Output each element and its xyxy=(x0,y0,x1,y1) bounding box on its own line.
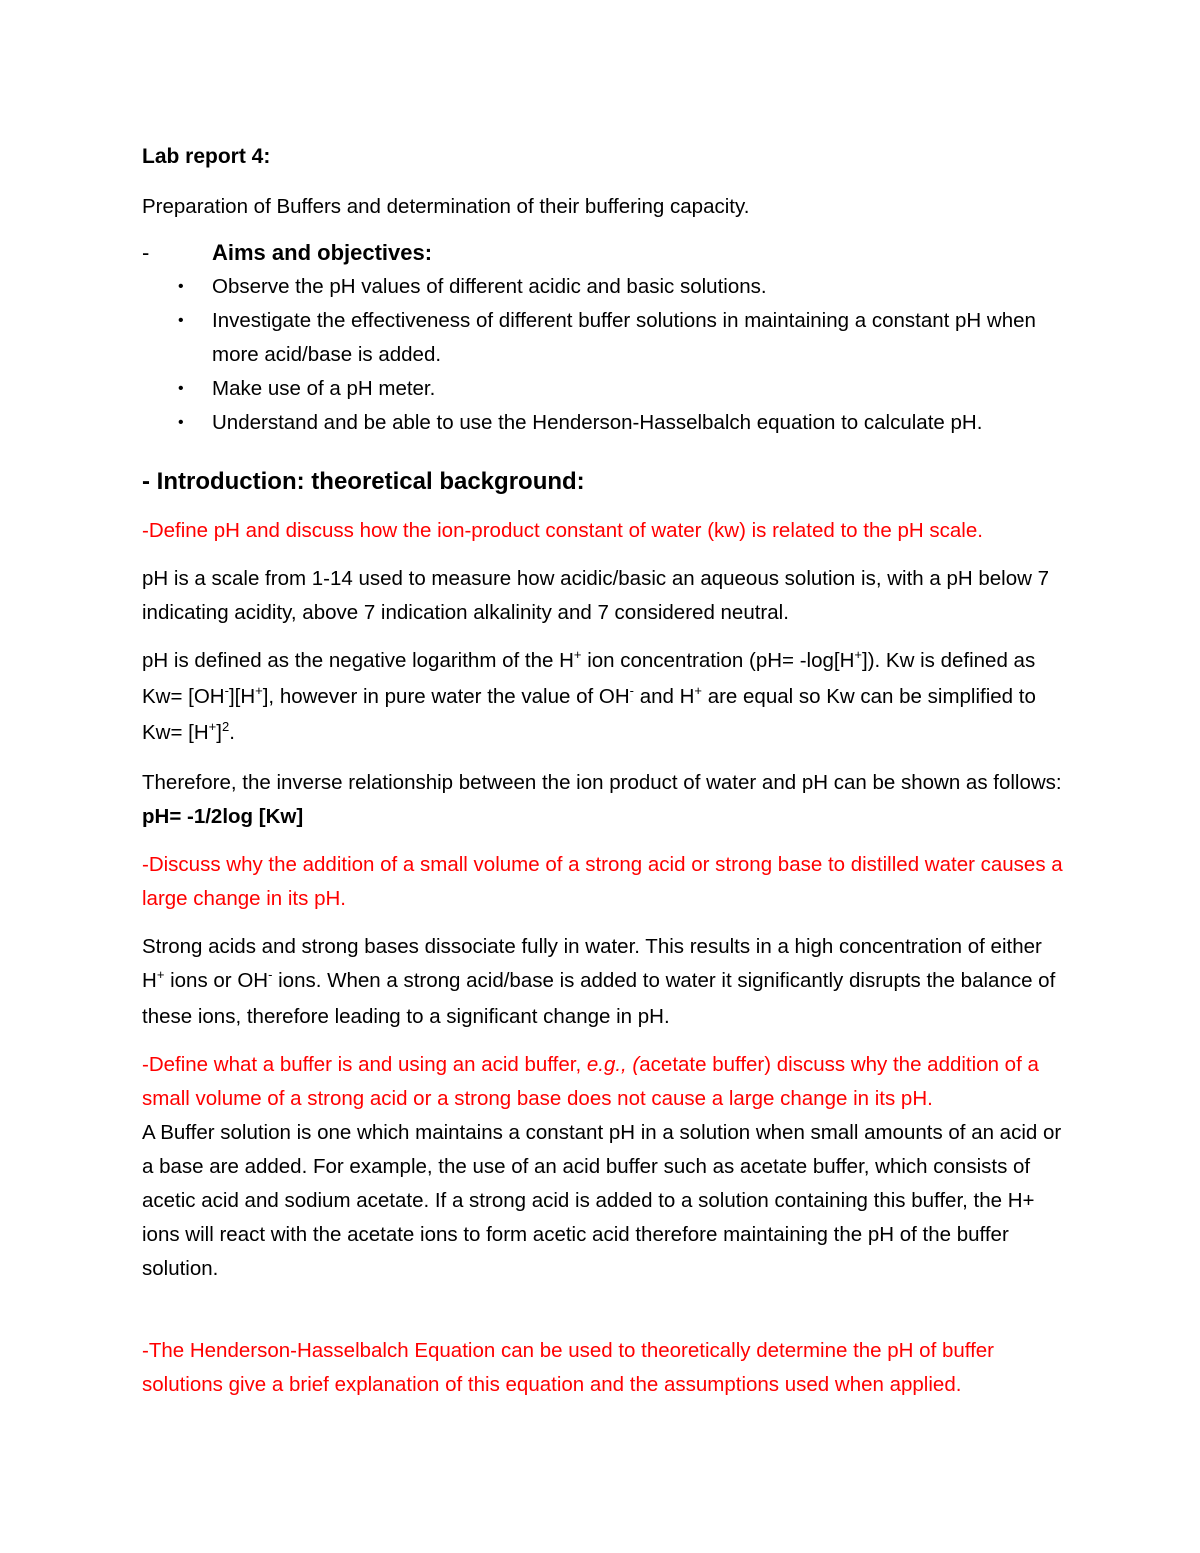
report-title: Lab report 4: xyxy=(142,145,271,168)
text-run: Strong acids and strong bases dissociate fully in water. This results in a high concentration of either H xyxy=(142,935,1042,992)
aims-heading xyxy=(142,236,1067,270)
text-run: and H xyxy=(634,685,695,708)
report-subtitle: Preparation of Buffers and determination of their buffering capacity. xyxy=(142,195,750,218)
answer-1-paragraph-3 xyxy=(142,766,1067,834)
example-abbreviation: e.g., ( xyxy=(586,1053,640,1076)
aim-text: Investigate the effectiveness of different buffer solutions in maintaining a constant pH when more acid/base is added. xyxy=(212,309,1036,366)
answer-2 xyxy=(142,930,1067,1034)
text-run: ions or OH xyxy=(164,969,269,992)
intro-heading: - Introduction: theoretical background: xyxy=(142,468,585,495)
aims-list xyxy=(142,270,1067,440)
aims-heading-text: Aims and objectives: xyxy=(212,240,433,265)
question-1: -Define pH and discuss how the ion-product constant of water (kw) is related to the pH scale. xyxy=(142,519,983,542)
answer-1-paragraph-2 xyxy=(142,644,1067,752)
answer-1-paragraph-1: pH is a scale from 1-14 used to measure how acidic/basic an aqueous solution is, with a pH below 7 indicating acidity, above 7 indication alkalinity and 7 considered neutral. xyxy=(142,567,1050,624)
text-run: ion concentration (pH= -log[H xyxy=(581,649,855,672)
aim-text: Observe the pH values of different acidic and basic solutions. xyxy=(212,275,767,298)
text-run: ], however in pure water the value of OH xyxy=(262,685,630,708)
superscript: + xyxy=(573,647,582,662)
superscript: - xyxy=(629,683,634,698)
superscript: - xyxy=(224,683,229,698)
text-run: pH is defined as the negative logarithm of the H xyxy=(142,649,574,672)
bullet-icon: • xyxy=(178,278,184,295)
ph-kw-formula: pH= -1/2log [Kw] xyxy=(142,805,304,828)
bullet-icon: • xyxy=(178,312,184,329)
superscript: + xyxy=(854,647,862,662)
text-run: -Define what a buffer is and using an acid buffer, xyxy=(142,1053,587,1076)
superscript: 2 xyxy=(221,719,230,734)
aims-dash: - xyxy=(142,240,150,265)
superscript: + xyxy=(694,683,702,698)
superscript: - xyxy=(268,967,273,982)
question-2: -Discuss why the addition of a small volume of a strong acid or strong base to distilled water causes a large change in its pH. xyxy=(142,853,1063,910)
question-4: -The Henderson-Hasselbalch Equation can be used to theoretically determine the pH of buffer solutions give a brief explanation of this equation and the assumptions used when applied. xyxy=(142,1339,995,1396)
superscript: + xyxy=(156,967,165,982)
text-run: . xyxy=(229,721,235,744)
list-item xyxy=(142,372,1067,406)
list-item xyxy=(142,304,1067,372)
document-body xyxy=(142,140,1067,1402)
text-run: Therefore, the inverse relationship between the ion product of water and pH can be shown as follows: xyxy=(142,771,1062,794)
text-run: ions. When a strong acid/base is added to water it significantly disrupts the balance of these ions, therefore leading to a significant change in pH. xyxy=(142,969,1056,1028)
superscript: + xyxy=(208,719,217,734)
bullet-icon: • xyxy=(178,414,184,431)
text-run: are equal so Kw can be simplified to Kw= [H xyxy=(142,685,1036,744)
list-item xyxy=(142,270,1067,304)
aim-text: Make use of a pH meter. xyxy=(212,377,436,400)
answer-3: A Buffer solution is one which maintains a constant pH in a solution when small amounts of an acid or a base are added. For example, the use of an acid buffer such as acetate buffer, which consists of acetic acid and sodium acetate. If a strong acid is added to a solution containing this buffer, the H+ ions will react with the acetate ions to form acetic acid therefore maintaining the pH of the buffer solution. xyxy=(142,1121,1062,1280)
text-run: ]). Kw is defined as Kw= [OH xyxy=(142,649,1036,708)
aim-text: Understand and be able to use the Henderson-Hasselbalch equation to calculate pH. xyxy=(212,411,983,434)
list-item xyxy=(142,406,1067,440)
text-run: acetate buffer) discuss why the addition of a small volume of a strong acid or a strong base does not cause a large change in its pH. xyxy=(142,1053,1039,1110)
question-3 xyxy=(142,1048,1067,1116)
superscript: + xyxy=(255,683,263,698)
bullet-icon: • xyxy=(178,380,184,397)
text-run: ] xyxy=(216,721,222,744)
text-run: ][H xyxy=(228,685,256,708)
